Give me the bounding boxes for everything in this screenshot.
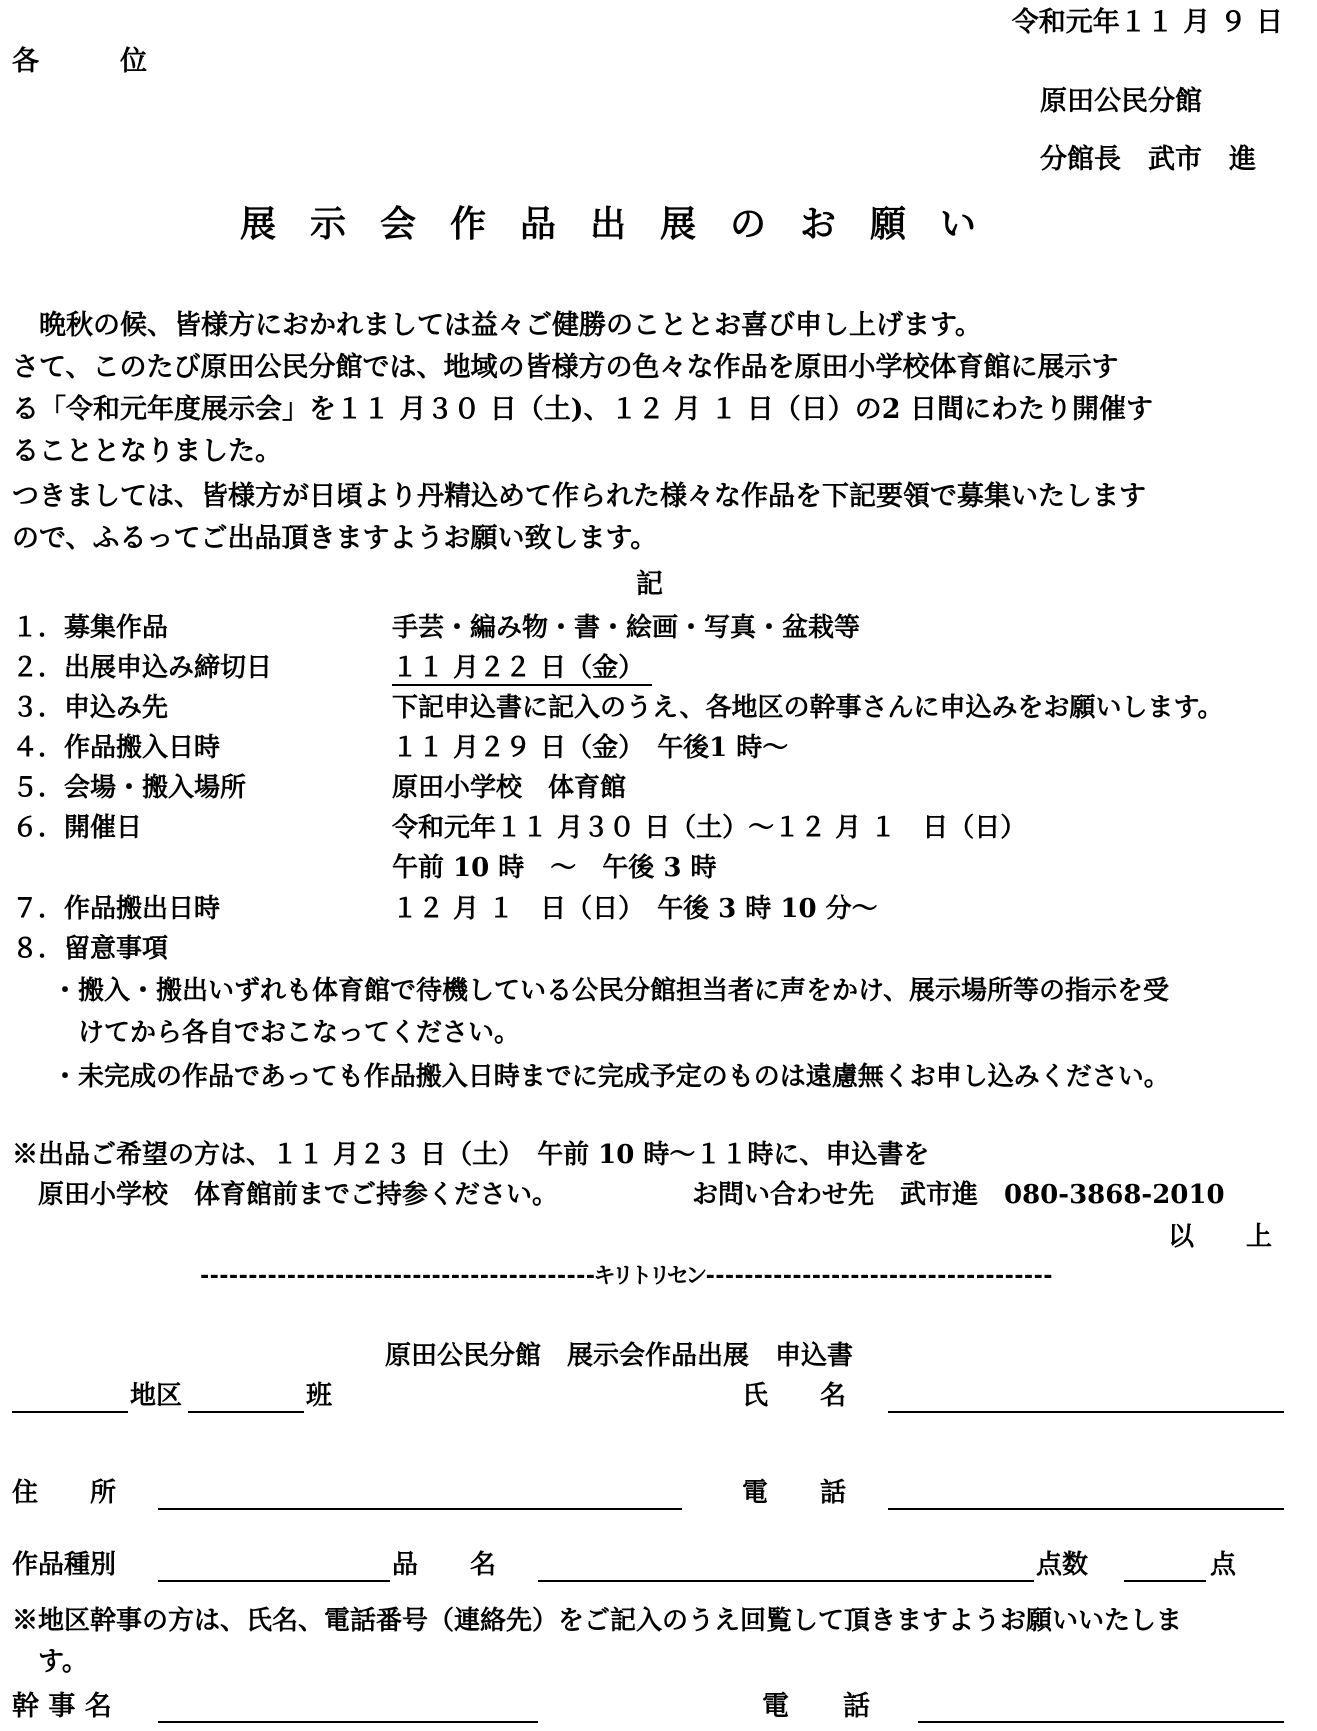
deadline-value: １１ 月２２ 日（金） <box>392 652 652 686</box>
hinmei-field[interactable] <box>538 1580 1034 1582</box>
ten-label: 点 <box>1210 1550 1237 1580</box>
submit-line: ※出品ご希望の方は、１１ 月２３ 日（土） 午前 10 時～１１時に、申込書を <box>12 1140 930 1170</box>
shimei-label: 氏 名 <box>742 1381 847 1411</box>
item-label: ２．出展申込み締切日 <box>12 653 273 683</box>
item-label: ５．会場・搬入場所 <box>12 773 247 803</box>
kanji-tel-label: 電 話 <box>762 1691 870 1722</box>
item-value: １２ 月 １ 日（日） 午後 3 時 10 分～ <box>392 894 878 924</box>
page-title: 展示会作品出展のお願い <box>240 203 1011 245</box>
note-line: ・未完成の作品であっても作品搬入日時までに完成予定のものは遠慮無くお申し込みください。 <box>52 1062 1170 1092</box>
item-value: １１ 月２９ 日（金） 午後1 時～ <box>392 733 789 763</box>
jusho-field[interactable] <box>158 1508 682 1510</box>
kanji-note: ※地区幹事の方は、氏名、電話番号（連絡先）をご記入のうえ回覧して頂きますようお願いいたしま <box>12 1606 1183 1636</box>
submit-line: 原田小学校 体育館前までご持参ください。 <box>12 1180 559 1210</box>
item-label: ８．留意事項 <box>12 934 169 964</box>
hinmei-label: 品 名 <box>392 1550 497 1580</box>
contact-info: お問い合わせ先 武市進 080-3868-2010 <box>692 1180 1225 1210</box>
tensu-field[interactable] <box>1124 1580 1206 1582</box>
intro-line: つきましては、皆様方が日頃より丹精込めて作られた様々な作品を下記要領で募集いたします <box>12 481 1146 512</box>
tensu-label: 点数 <box>1036 1550 1089 1580</box>
item-value: 手芸・編み物・書・絵画・写真・盆栽等 <box>392 613 861 643</box>
item-value: 午前 10 時 ～ 午後 3 時 <box>392 853 717 883</box>
chiku-field[interactable] <box>12 1411 128 1413</box>
intro-line: ることとなりました。 <box>12 436 282 467</box>
sender-name: 分館長 武市 進 <box>1040 144 1256 175</box>
han-field[interactable] <box>188 1411 304 1413</box>
ki-heading: 記 <box>636 569 663 600</box>
recipient: 各 位 <box>12 46 147 77</box>
form-title: 原田公民分館 展示会作品出展 申込書 <box>385 1341 854 1371</box>
kanji-name-label: 幹 事 名 <box>12 1691 112 1722</box>
kanji-name-field[interactable] <box>158 1721 538 1723</box>
kanji-tel-field[interactable] <box>918 1721 1284 1723</box>
item-value: 下記申込書に記入のうえ、各地区の幹事さんに申込みをお願いします。 <box>392 693 1224 723</box>
item-label: ６．開催日 <box>12 813 143 843</box>
shubetsu-label: 作品種別 <box>12 1550 117 1580</box>
item-label: ３．申込み先 <box>12 693 169 723</box>
intro-line: ので、ふるってご出品頂きますようお願い致します。 <box>12 523 658 554</box>
cut-line: -----------------------------------------キリトリセン------------------------------------ <box>198 1264 1051 1289</box>
chiku-label: 地区 <box>130 1381 183 1411</box>
note-line: ・搬入・搬出いずれも体育館で待機している公民分館担当者に声をかけ、展示場所等の指示を受 <box>52 976 1169 1006</box>
ijou: 以 上 <box>1168 1222 1273 1252</box>
sender-org: 原田公民分館 <box>1040 86 1202 117</box>
date: 令和元年１１ 月 ９ 日 <box>1011 7 1283 38</box>
jusho-label: 住 所 <box>12 1478 117 1508</box>
intro-line: さて、このたび原田公民分館では、地域の皆様方の色々な作品を原田小学校体育館に展示す <box>12 352 1119 383</box>
item-value: 令和元年１１ 月３０ 日（土）～１２ 月 １ 日（日） <box>392 813 1027 843</box>
han-label: 班 <box>306 1381 333 1411</box>
item-label: ７．作品搬出日時 <box>12 894 221 924</box>
kanji-note: す。 <box>12 1647 88 1677</box>
intro-line: る「令和元年度展示会」を１１ 月３０ 日（土)、１２ 月 １ 日（日）の2 日間にわたり開催す <box>12 394 1153 425</box>
shubetsu-field[interactable] <box>158 1580 390 1582</box>
item-label: １．募集作品 <box>12 613 169 643</box>
denwa-label: 電 話 <box>742 1478 847 1508</box>
denwa-field[interactable] <box>888 1508 1284 1510</box>
item-label: ４．作品搬入日時 <box>12 733 221 763</box>
intro-line: 晩秋の候、皆様方におかれましては益々ご健勝のこととお喜び申し上げます。 <box>12 310 982 341</box>
note-line: けてから各自でおこなってください。 <box>52 1018 521 1048</box>
shimei-field[interactable] <box>888 1411 1284 1413</box>
item-value: 原田小学校 体育館 <box>392 773 627 803</box>
